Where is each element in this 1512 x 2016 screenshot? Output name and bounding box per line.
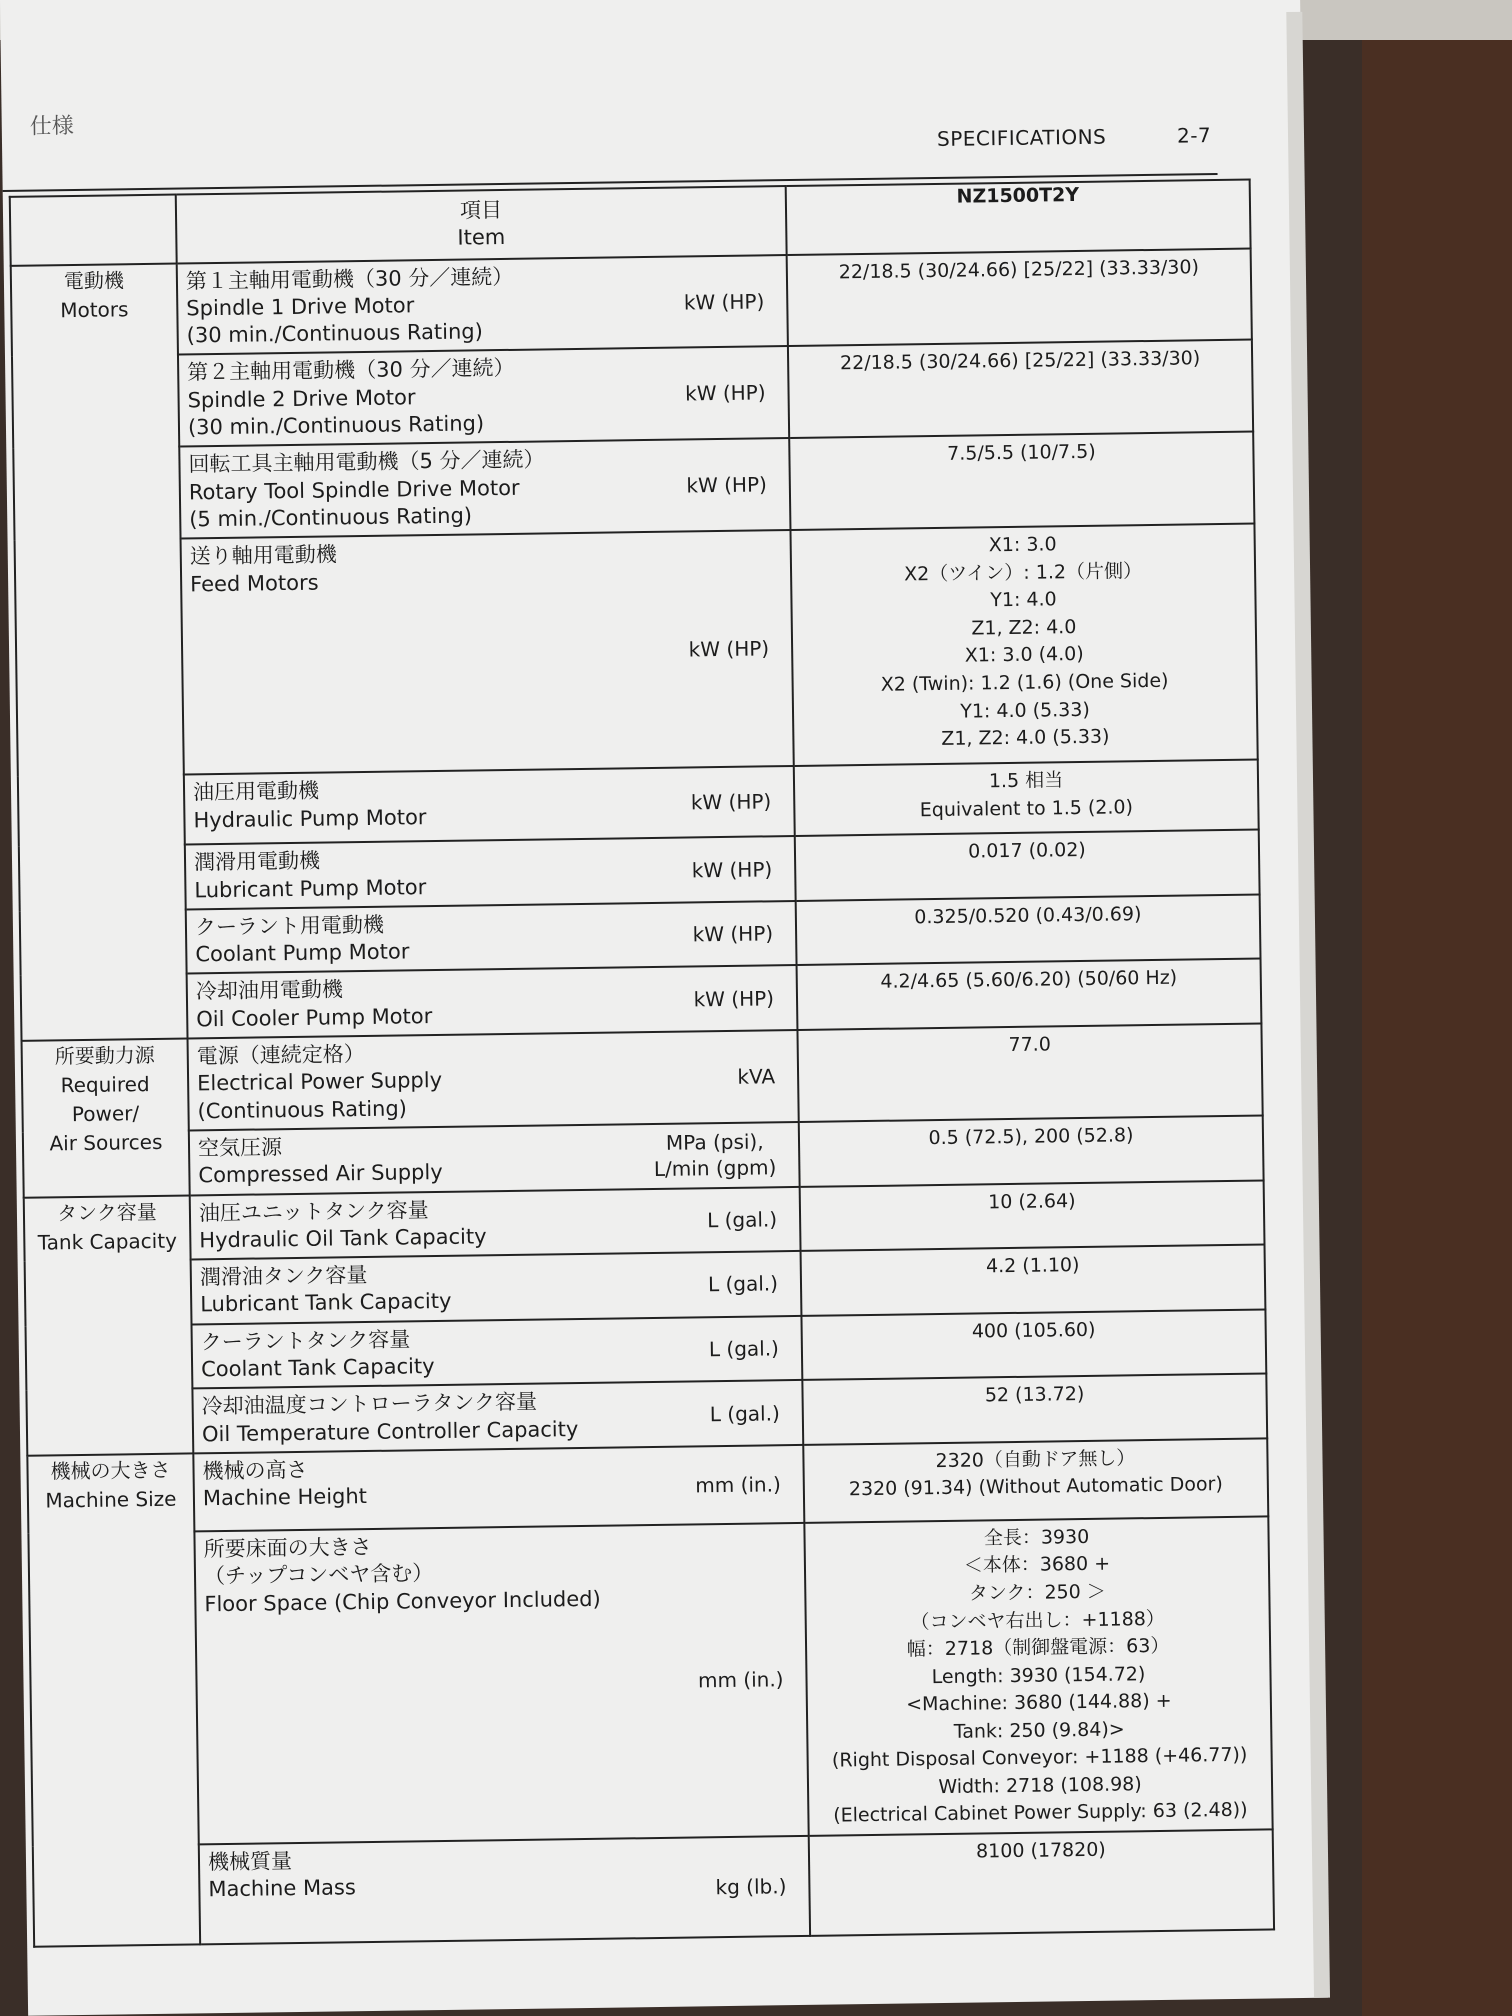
unit-text: kg (lb.) [715,1874,787,1900]
item-label-en: Spindle 1 Drive Motor [186,293,415,321]
unit-text: kW (HP) [693,986,775,1012]
category-label: タンク容量 [56,1199,157,1225]
category-label: Tank Capacity [37,1228,178,1255]
value-line: 10 (2.64) [988,1189,1076,1213]
unit-label [686,472,767,499]
item-label-en2: (Continuous Rating) [197,1096,408,1123]
item-cell [186,901,797,974]
item-label-jp: クーラント用電動機 [194,912,385,940]
item-cell [192,1380,803,1453]
value-cell [803,1438,1268,1522]
item-label-en: Hydraulic Pump Motor [193,804,427,832]
category-size [27,1453,200,1946]
item-cell [191,1251,802,1324]
unit-label [693,920,774,947]
table-row [12,340,1253,449]
item-cell [199,1836,810,1945]
item-label-jp: クーラントタンク容量 [200,1327,411,1355]
category-label: Air Sources [49,1129,163,1156]
unit-label [715,1873,786,1900]
unit-text: L (gal.) [707,1271,779,1297]
unit-label [698,1667,784,1694]
item-cell [179,438,790,538]
category-tank [24,1195,194,1456]
value-line: 77.0 [1008,1033,1051,1057]
item-cell [190,1186,801,1259]
item-label-jp: 潤滑用電動機 [193,848,321,875]
corner-label: 仕様 [29,113,74,140]
item-label-jp: 油圧用電動機 [192,778,320,805]
unit-label [709,1335,779,1362]
unit-label [708,1271,778,1298]
item-cell [194,1523,808,1845]
model-header: NZ1500T2Y [786,180,1251,255]
unit-text: L (gal.) [708,1336,780,1362]
item-label-jp: 機械の高さ [202,1457,308,1484]
item-label-en: Lubricant Tank Capacity [200,1289,452,1317]
value-line: Z1, Z2: 4.0 (5.33) [941,725,1110,751]
unit-text: mm (in.) [695,1472,781,1498]
value-cell [794,760,1259,836]
item-cell [177,255,788,355]
item-label-en: Hydraulic Oil Tank Capacity [199,1224,487,1253]
item-cell [188,1030,799,1130]
item-label-jp: 冷却油用電動機 [195,977,344,1004]
item-label-en: Machine Mass [208,1875,357,1902]
value-line: 1.5 相当 [988,769,1064,793]
value-cell [800,1180,1265,1251]
item-label-jp: 送り軸用電動機 [189,542,337,569]
category-label: Motors [60,296,129,322]
unit-label [689,636,770,663]
value-line: 0.325/0.520 (0.43/0.69) [914,903,1142,929]
value-cell [789,432,1254,530]
unit-text: kW (HP) [691,856,773,882]
item-label-en: Feed Motors [190,570,319,596]
item-cell [181,530,794,774]
value-line: <Machine: 3680 (144.88) + [905,1689,1172,1716]
value-line: Z1, Z2: 4.0 [971,615,1077,640]
value-line: 400 (105.60) [971,1318,1096,1343]
value-line: X2 (Twin): 1.2 (1.6) (One Side) [880,669,1169,696]
item-label-jp: 所要床面の大きさ [203,1534,372,1562]
unit-label [684,288,765,315]
value-line: X1: 3.0 [988,533,1057,557]
item-label-jp: 機械質量 [207,1849,293,1875]
item-label-en2: Floor Space (Chip Conveyor Included) [204,1586,601,1616]
value-line: 22/18.5 (30/24.66) [25/22] (33.33/30) [839,347,1201,375]
value-line: 2320 (91.34) (Without Automatic Door) [848,1473,1223,1501]
table-row [15,524,1258,777]
item-label-en: Lubricant Pump Motor [194,874,427,902]
unit-label [685,380,766,407]
value-line: 2320（自動ドア無し） [935,1447,1136,1472]
value-cell [797,1024,1262,1122]
header-blank-cell [10,195,177,266]
item-cell [187,965,798,1038]
item-label-en2: (30 min./Continuous Rating) [187,411,485,440]
item-label-en: Machine Height [202,1484,368,1511]
item-label-en2: (5 min./Continuous Rating) [189,503,473,532]
item-label-jp: 冷却油温度コントローラタンク容量 [201,1389,538,1419]
value-line: (Right Disposal Conveyor: +1188 (+46.77)) [831,1744,1248,1772]
unit-text: kW (HP) [690,789,772,815]
value-cell [795,830,1260,901]
category-label: 所要動力源 [54,1042,155,1069]
page-edge [1286,12,1330,1998]
value-cell [796,894,1261,965]
value-cell [788,340,1253,438]
unit-label [653,1129,776,1183]
unit-label [710,1400,780,1427]
item-cell [193,1445,804,1532]
value-line: （コンベヤ右出し：+1188） [910,1607,1166,1633]
category-label: Machine Size [45,1486,177,1513]
value-line: 7.5/5.5 (10/7.5) [947,441,1096,466]
item-label-en: Oil Temperature Controller Capacity [201,1416,579,1446]
item-cell [178,347,789,447]
value-line: 22/18.5 (30/24.66) [25/22] (33.33/30) [838,255,1200,283]
value-line: Width: 2718 (108.98) [938,1773,1142,1798]
item-label-en: Rotary Tool Spindle Drive Motor [188,475,520,505]
item-label-jp: 油圧ユニットタンク容量 [198,1197,429,1225]
item-label-en2: (30 min./Continuous Rating) [186,319,483,348]
category-label: Required Power/ [60,1072,150,1127]
value-cell [797,959,1262,1030]
unit-label [707,1206,777,1233]
category-label: 機械の大きさ [50,1457,171,1484]
item-label-jp: 第１主軸用電動機（30 分／連続） [185,264,514,294]
unit-text: MPa (psi), [665,1129,764,1156]
value-cell [799,1115,1264,1186]
desk-surface [1362,40,1512,2016]
value-line: 全長：3930 [983,1525,1090,1550]
unit-text: kW (HP) [686,472,768,498]
value-line: 4.2 (1.10) [985,1254,1080,1278]
spec-table [9,179,1275,1948]
section-title: SPECIFICATIONS [936,124,1107,151]
table-row [11,248,1252,357]
value-line: 0.017 (0.02) [968,839,1086,863]
value-cell [801,1309,1266,1380]
unit-text: L (gal.) [706,1207,778,1233]
item-cell [185,836,796,909]
value-line: X2（ツイン）: 1.2（片側） [904,559,1143,586]
unit-text: kW (HP) [683,288,765,315]
table-row [13,432,1254,541]
value-line: Tank: 250 (9.84)> [953,1718,1125,1743]
item-label-jp: 電源（連続定格） [196,1042,365,1069]
item-cell [189,1122,800,1195]
item-header-jp: 項目 [459,198,503,223]
item-label-jp: 潤滑油タンク容量 [199,1263,368,1290]
unit-text: kW (HP) [684,380,766,406]
item-label-jp: 回転工具主軸用電動機（5 分／連続） [188,447,545,477]
category-motors [11,263,188,1041]
value-cell [802,1374,1267,1445]
item-label-en: Oil Cooler Pump Motor [196,1003,433,1032]
value-line: 幅：2718（制御盤電源：63） [906,1634,1170,1661]
table-row [28,1516,1272,1846]
item-label-en: Coolant Pump Motor [195,939,410,967]
value-line: 8100 (17820) [975,1838,1106,1863]
value-line: 4.2/4.65 (5.60/6.20) (50/60 Hz) [880,967,1178,994]
value-line: 0.5 (72.5), 200 (52.8) [928,1124,1134,1150]
value-cell [790,524,1257,766]
item-label-jp: 第２主軸用電動機（30 分／連続） [187,356,515,385]
value-cell [801,1245,1266,1316]
unit-text: kW (HP) [692,921,774,947]
value-line: Y1: 4.0 [990,588,1057,612]
item-label-en: Coolant Tank Capacity [200,1354,435,1382]
unit-label [692,856,773,883]
category-label: 電動機 [63,267,125,293]
value-line: Y1: 4.0 (5.33) [960,698,1090,723]
value-cell [804,1516,1272,1835]
value-line: (Electrical Cabinet Power Supply: 63 (2.48)) [833,1799,1248,1827]
unit-label [693,985,774,1012]
item-cell [184,766,795,845]
category-power [22,1039,190,1198]
value-line: X1: 3.0 (4.0) [964,643,1084,668]
unit-label [691,789,772,816]
table-row [22,1024,1263,1133]
unit-label [737,1063,775,1090]
item-label-en: （チップコンベヤ含む） [203,1561,434,1589]
item-cell [192,1316,803,1389]
value-line: タンク：250 ＞ [968,1580,1106,1605]
item-label-en: Electrical Power Supply [196,1068,443,1096]
unit-text: L/min (gpm) [653,1155,777,1182]
unit-text: kVA [737,1064,776,1089]
item-header-en: Item [457,225,506,250]
unit-text: mm (in.) [697,1667,784,1693]
item-label-en: Spindle 2 Drive Motor [187,385,416,413]
value-line: ＜本体：3680 + [963,1553,1111,1578]
unit-text: kW (HP) [688,636,770,662]
item-label-en: Compressed Air Supply [198,1160,443,1188]
unit-text: L (gal.) [709,1400,780,1426]
unit-label [695,1471,781,1498]
value-cell [809,1829,1274,1935]
table-row [33,1829,1274,1946]
value-cell [787,248,1252,346]
item-label-jp: 空気圧源 [197,1135,283,1161]
page-number: 2-7 [1176,123,1212,148]
value-line: 52 (13.72) [984,1383,1085,1407]
value-line: Equivalent to 1.5 (2.0) [919,796,1134,822]
item-header [176,186,787,263]
value-line: Length: 3930 (154.72) [931,1662,1146,1688]
